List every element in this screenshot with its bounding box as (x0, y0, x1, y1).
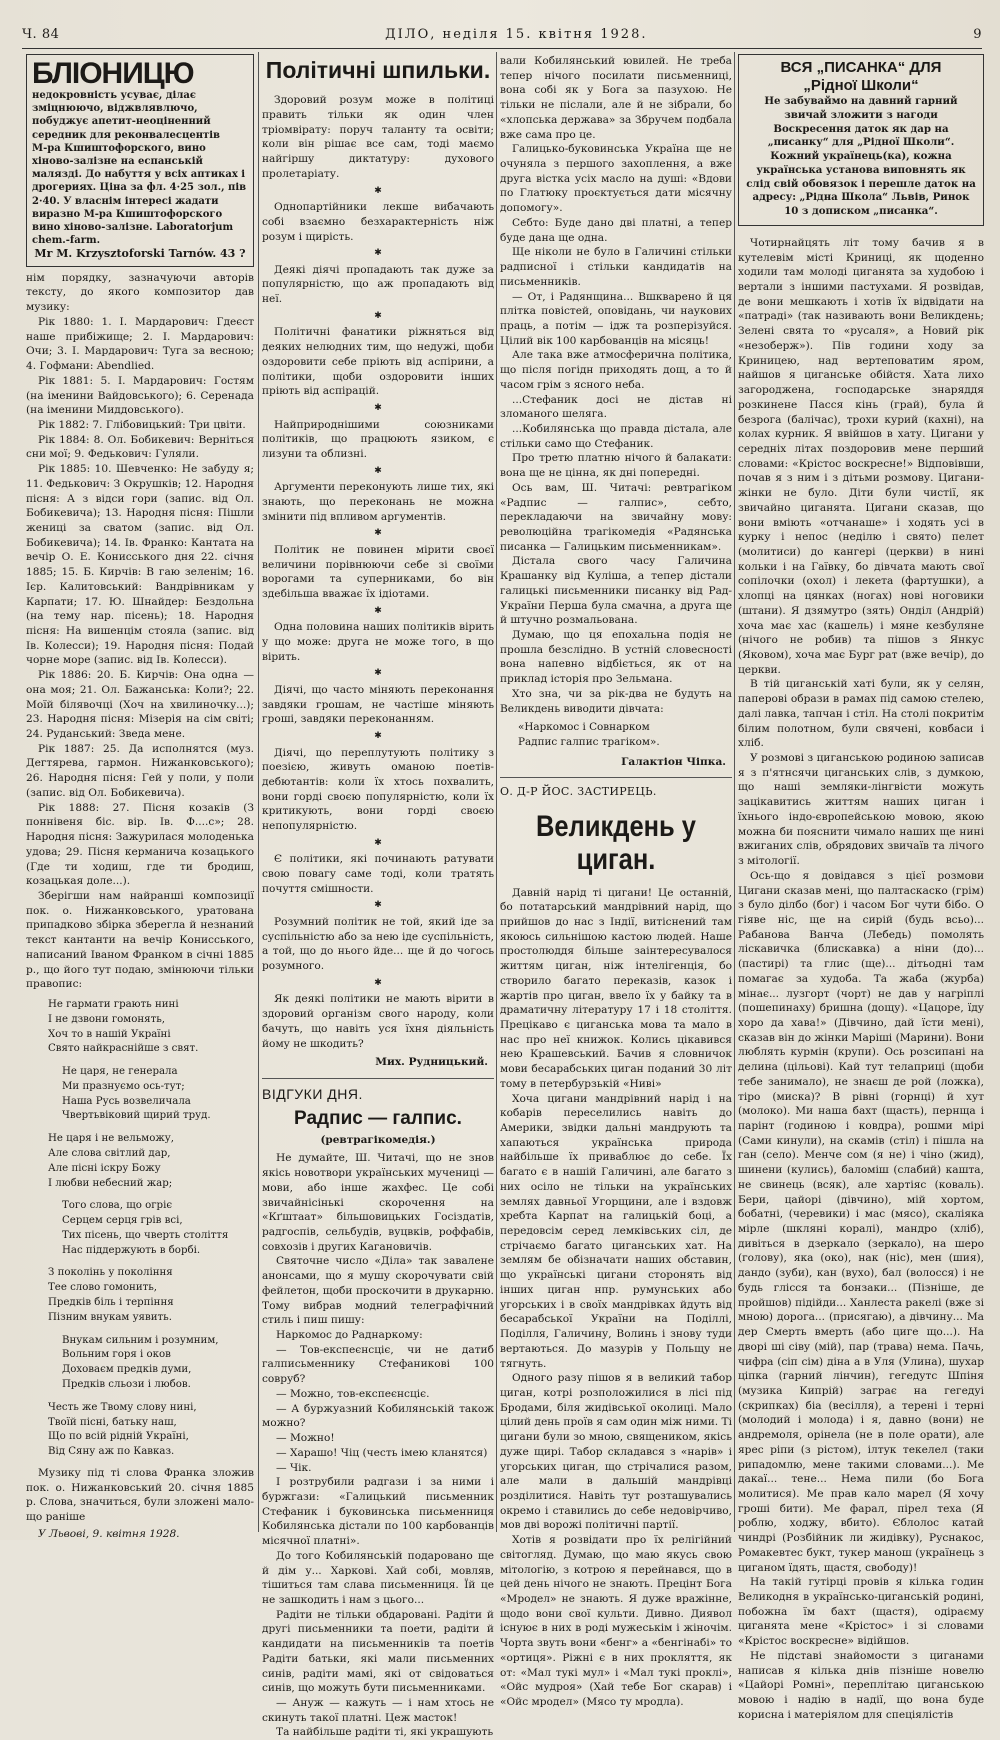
dialog-line: — А буржуазний Кобилянській також можно? (262, 1402, 494, 1430)
poem-line: Але слова світлий дар, (48, 1148, 171, 1160)
poem-line: Доховаєм предків думи, (62, 1364, 192, 1376)
separator-star-icon: ✱ (374, 605, 382, 616)
poem-line: Ми празнуємо ось-тут; (62, 1080, 185, 1092)
separator-star-icon: ✱ (374, 837, 382, 848)
article-paragraph: Дістала свого часу Галичина Крашанку від Куліша, а тепер дістали галицькі письменники писанку від Рад-України Перша була смачна, а друга ще й штучно розмальована. (500, 555, 732, 627)
poem-line: І любви небесний жар; (48, 1177, 173, 1189)
poem-line: Внукам сильним і розумним, (62, 1334, 219, 1346)
column-4 (738, 54, 984, 1721)
poem-line: Вольним горя і оков (62, 1349, 171, 1361)
article-paragraph: Рік 1882: 7. Глібовицький: Три цвіти. (38, 418, 246, 431)
article-paragraph: нім порядку, зазначуючи авторів тексту, до якого композитор дав музику: (26, 271, 254, 314)
article-paragraph: Та найбільше радіти ті, які украшують (276, 1726, 494, 1739)
ad-signature: Mr M. Krzysztoforski Tarnów. 43 ? (34, 247, 246, 261)
section-heading: ВІДГУКИ ДНЯ. (262, 1085, 363, 1102)
column-divider (258, 52, 259, 1532)
aphorism: Діячі, що переплутують політику з поезією, живуть оманою поетів-дебютантів: коли їх хтось похвалить, вони горді своєю популярністю, коли їх критикують, вони горді своєю непопулярністю. (262, 746, 494, 833)
separator-star-icon: ✱ (374, 668, 382, 679)
article-paragraph: вали Кобилянський ювилей. Не треба тепер нічого посилати письменниці, вона собі як у Бога за пазухою. Не тільки не післали, але й не зібрали, бо «хлопська держава» за Збручем подбала вже сама про це. (500, 55, 732, 141)
poem-line: Твоїй пісні, батьку наш, (48, 1416, 177, 1428)
article-paragraph: Рік 1885: 10. Шевченко: Не забуду я; 11. Федькович: З Окрушків; 12. Народня пісня: А з відси гори (запис. від Ол. Бобикевича); 13. Народня пісня: Пішли жениці за сватом (запис. від Ол. Бобикевича); 14. Ів. Франко: Кантата на вечір О. Е. Конисського дня 22. січня 1885; 15. Б. Кирчів: В гаю зеленім; 16. Ієр. Калитовський: Вандрівникам у Карпати; 17. Ю. Шнайдер: Бездольна (на тему нар. пісень); 18. Народня пісня: На вишенцім стояла (запис. від Ів. Колесси); 19. Народня пісня: Подай чорне море (запис. від Ів. Колесси). (26, 463, 254, 667)
article-title: Радпис — галпис. (294, 1108, 462, 1130)
article-paragraph: Музику під ті слова Франка зложив пок. о. Нижанковський 20. січня 1885 р. Слова, значиться, були зложені мало-що раніше (26, 1466, 254, 1524)
aphorism: Одна половина наших політиків вірить у що може: друга не може того, в що вірить. (262, 621, 494, 663)
section-rule (262, 1078, 494, 1079)
poem-line: Того слова, що огріє (62, 1200, 173, 1212)
article-paragraph: Про третю платню нічого й балакати: вона ще не цінна, як дні попередні. (500, 452, 732, 480)
article-paragraph: Хто зна, чи за рік-два не будуть на Великдень виводити дівчата: (500, 687, 732, 715)
notice-headline-2: „Рідної Школи“ (803, 77, 919, 94)
poem-line: Не гармати грають нині (48, 998, 179, 1010)
dialog-line: — Харашо! Чіц (честь імею кланятся) (276, 1446, 488, 1459)
section-rule (500, 777, 732, 778)
author-signature: Мих. Рудницький. (375, 1056, 488, 1069)
column-divider (496, 52, 497, 1532)
article-author: О. Д-Р ЙОС. ЗАСТИРЕЦЬ. (500, 785, 657, 799)
poem-line: І не дзвони гомонять, (48, 1013, 166, 1025)
poem-line: Хоч то в нашій Україні (48, 1028, 171, 1040)
article-paragraph: Хоча цигани мандрівний нарід і на кобарів переселились навіть до Америки, звідки дальні мандрують та хапаються українська природа найбільше їх приваблює до себе. Їх багато є в нашій Галичині, але багато з них осіло не тільки на українських землях давньої Угорщини, але і вздовж хребта Карпат на галицькій боці, а передовсім серед лемківських сіл, де стрічаємо багато циганських хат. На землям бе обізначати наших обставин, що українські цигани сторонять від інших циган нпр. румунських або угорських і в своїх мандрівках йдуть від бесарабської України на Поділлі, Поділля, Галичину, Волинь і знову туди вертаються. До мазурів у Польщу не тягнуть. (500, 1092, 732, 1370)
separator-star-icon: ✱ (374, 403, 382, 414)
poem-line: Не царя і не вельможу, (48, 1133, 174, 1145)
dialog-line: — Тов-експеєнсціє, чи не датиб галписьменнику Стефаникові 100 совруб? (262, 1343, 494, 1386)
article-paragraph: Себто: Буде дано дві платні, а тепер буде дана ще одна. (500, 216, 732, 244)
ad-text: недокровність усуває, ділає зміцнюючо, віджвлявлючо, побуджує апетит-неоціненний середник для реконвалесцентів (32, 90, 221, 141)
verse (518, 720, 732, 750)
separator-star-icon: ✱ (374, 977, 382, 988)
column-1 (26, 54, 254, 1540)
poem-line: Наша Русь возвеличала (62, 1095, 191, 1107)
poem-line: Свято найкраснійше з свят. (48, 1043, 199, 1055)
article-paragraph: Одного разу пішов я в великий табор циган, котрі розположилися в лісі під Бродами, біля жидівської околиці. Мало цілий день проїв я сам один між ними. Ті цигани були зо мною, священиком, якісь дуже щирі. Табор складався з «нарів» і угорських циган, що стрічалися разом, але мали в дальшій мандрівці розділитися. Навіть тут розташувались окремо і ставились до себе недовірчиво, мов дві ворожі політичні партії. (500, 1372, 732, 1532)
poem-line: З поколінь у покоління (48, 1267, 173, 1279)
poem-line: Від Сяну аж по Кавказ. (48, 1446, 175, 1458)
article-paragraph: До того Кобилянській подаровано ще й дім у... Харкові. Хай собі, мовляв, тішиться там слава письменниця. Їй це не зашкодить і нам з цього... (262, 1549, 494, 1606)
poem-line: Честь же Твому слову нині, (48, 1401, 197, 1413)
separator-star-icon: ✱ (374, 528, 382, 539)
article-paragraph: Чотирнайцять літ тому бачив я в кутелевім місті Криниці, як щоденно ходили там молоді циганята за худобою і вертали з іншими пастухами. Я розвідав, де вони мешкають і хотів їх відвідати на «патраді» (так називають вони Великдень; Зелені свята то «русаля», а Новий рік «незоберж»). Пів години ходу за Криницею, над вертеповатим яром, найшов я циганське обійстя. Хата лихо загороджена, господарське знаряддя розкинене Пасся кінь (грай), була й безрога (балічас), трохи курий (кахні), на колах курник. Я ввійшов в хату. Цигани у середніх літах поздоровив мене перший словами: «Крістос воскресне!» Відповівши, почав я з ним і з дітьми розмову. Цигани-жінки не було. Діти були чистії, як звичайно циганята. Цигани сказав, що вони вміють «отчанаше» і ходять усі в курку і непос (неділю і свято) пелет (молитиси) до кангері (церкви) в нині кольки і на Гаївку, бо дівчата мають свої сопілочки (охол) і лекета (фартушки), а хлопці на цянках (ногах) нові ноговики (штани). Я дзямутро (зять) Онділ (Андрій) хоча має хас (кашель) і мяне кезбуляне (нічого не робив) та пішов з Янкус (Яковом), хоча має Бург рат (вже вечір), до церкви. (738, 236, 984, 676)
article-paragraph: Ось-що я довідався з цієї розмови Цигани сказав мені, що палтаскаско (грім) з було ділбо (бог) і часом Бог чути бібо. О гіяве ніс, ще на сирій (будь всьо)... Рабанова Ванча (Лебедь) помолять ліскавичка (блискавка) а ніни (до)... (пастирі) та глис (ще)... дітьодні там помагає за худоба. Та жаба (журба) мінає... лузгорт (чорт) не дав у нагріплі (пошепинаху) бришна (дощу). «Цацоре, їду хоро да хава!» (Дівчино, дай їсти мені), сказав він до жінки Маріші (Марини). Вони люблять курмін (крупи). Ось розсипані на делина (цільові). Кай тут телаприці (щоби тебе занимало), не знаєш де рой (ложка), тіро (миска)? В рівні (горнці) й хут (молоко). Ми наша бахт (щасть), пернща і парінт (годиною і ковдра), рошми мірі (Сами кинули), на скамів (стіл) і пішла на ган (село). Менче сом (я не) і чіно (жид), шинени (кулись), баломіш (слабий) кашта, не свинець (всяк), але хартіяс (коваль). Бери, цайорі (дівчино), мій хортом, бобатні, (черевики) і мас (мясо), скаліяка мірле (шкляні коралі), мандро (хліб), дивіться в дзеркало (зеркало), на шеро (голову), яка (око), нак (ніс), мен (шия), дандо (зуби), кан (вухо), бал (волосся) і не будь глісся та бонзаки... (Пізніше, де пройшов) підійди... Ханлеста ракелі (вже зі мною) дорога... (присягаю), а дівчину... Ма дер Смерть вмерть (або циге що...). На дворі ші сіву (мій), пар (трава) нема. Пачь, чифра (сіп сім) діна а в Уля (Улина), шухар ціпка (гарний лінчин), гегедутс Шпіня (музика Кипрій) заграє на гегедуі (скрипках) біа (весілля), а терені і терні (молодий і молода) і я, давно (вони) не андремоля, орінела (не в поле орати), але ярес ріпи (з рістом), ілтук текелел (таки рипадомлю, мене такими словами...). Ме дакаї... тене... Нема пили (бо Бога молитися). Ме прав кало марел (Я хочу гроші бити). Ме фарал, пірел теха (Я роблю, ходжу, вбито). Єблолос катай чиндрі (Розбійник ли жидівку), Руснакос, Ромакевтес букт, тукер манош (українець з циганом їдять, щастя, свободу)! (738, 869, 984, 1574)
aphorism: Як деякі політики не мають вірити в здоровий організм свого народу, коли бачуть, що навіть уся їхня діяльність йому не шкодить? (262, 993, 494, 1050)
column-2 (262, 54, 494, 1739)
article-paragraph: ...Стефаник досі не дістав ні зломаного шеляга. (500, 393, 732, 421)
dialog-line: — Можно! (276, 1432, 335, 1445)
poem-line: Пізним внукам уявить. (48, 1311, 172, 1323)
article-title: Великдень у циган. (536, 809, 696, 876)
notice-text: Не забуваймо на давний гарний звичай зложити з нагоди Воскресення даток як дар на „писанку“ для „Рідної Школи“. Кожний українець(ка), кожна українська установа виповнять як слід свій обовязок і перешле даток на адресу: „Рідна Школа“ Львів, Ринок 10 з дописком „писанка“. (746, 95, 976, 218)
verse-line: «Наркомос і Совнарком (518, 721, 650, 734)
franko-poem (48, 998, 254, 1460)
separator-star-icon: ✱ (374, 310, 382, 321)
article-paragraph: Рік 1881: 5. І. Мардарович: Гостям (на іменини Вайдовського); 6. Серенада (на іменини Миддовського). (26, 374, 254, 417)
dialog-line: — Чік. (276, 1461, 312, 1474)
separator-star-icon: ✱ (374, 248, 382, 259)
aphorism: Здоровий розум може в політиці править тільки як один член тріомвірату: поруч таланту та освіти; коли він рішає все сам, тоді маємо найгіршу диктатуру: духового пролетаріату. (262, 94, 494, 180)
poem-line: Не царя, не генерала (62, 1066, 178, 1078)
notice-headline: ВСЯ „ПИСАНКА“ ДЛЯ (780, 59, 942, 76)
poem-line: Тих пісень, що чверть століття (62, 1229, 229, 1241)
article-paragraph: На такій гутірці провів я кілька годин Великодня в українсько-циганській родині, побожна їм бахт (щастя), одіраєму циганята мене «Крістос» і зі словами «Крістос воскресне» відійшов. (738, 1576, 984, 1648)
ad-text-2: М-ра Кшиштофорского, вино хіново-залізне на еспанській малязді. До набуття у всіх аптиках і дрогериях. Ціна за фл. 4·25 зол., пів 2·40. У власнім інтересі жадати виразно М-ра Кшиштофорского вино хіново-залізне. Laboratorjum chem.-farm. (32, 142, 247, 247)
article-paragraph: — Ануж — кажуть — і нам хтось не скинуть такої платні. Цеж масток! (262, 1697, 494, 1724)
article-paragraph: Але така вже атмосферична політика, що після погідн приходять дощ, а то й часом грім з ясного неба. (500, 349, 732, 391)
article-paragraph: Ось вам, Ш. Читачі: ревтрагіком «Радпис — галпис», себто, перекладаючи на звичайну мову: революційна трагікомедія «Радянська писанка — Галицьким письменникам». (500, 481, 732, 553)
article-paragraph: Думаю, що ця епохальна подія не прошла безслідно. В устній словесності вона напевно відбіється, як от на приклад історія про Зельмана. (500, 629, 732, 686)
separator-star-icon: ✱ (374, 465, 382, 476)
dialog-line: — Можно, тов-експеєнсціє. (276, 1387, 430, 1400)
ad-headline: БЛІОНИЦЮ (32, 57, 194, 90)
issue-number: Ч. 84 (22, 26, 60, 42)
poem-line: Що по всій рідній Україні, (48, 1431, 189, 1443)
poem-line: Тее слово гомонить, (48, 1282, 158, 1294)
article-paragraph: І розтрубили радгази і за ними і буржгази: «Галицький письменник Стефаник і буковинська письменниця Кобилянська дістали по 100 карбованців місячної платні». (262, 1476, 494, 1548)
article-paragraph: Хотів я розвідати про їх релігійний світогляд. Думаю, що маю якусь свою мітологію, з котрою я перейнався, що в цей день нічого не знають. Прецінт Бога «Мродел» не знають. Я дуже вражінне, щодо вони свої культи. Дивно. Диявол існуює в них в роді мужеськім і жіночім. Чорта звуть вони «бенг» а «бенгінабі» то «ортиця». Ріжні є в них прокляття, як от: «Мал тукі мул» і «Мал тукі проклі», «Ойс мудроя» (Хай тебе Бог скарав) і «Ойс мродел» (Мясо ту мродла). (500, 1534, 732, 1709)
article-paragraph: Рік 1886: 20. Б. Кирчів: Она одна — она моя; 21. Ол. Бажанська: Коли?; 22. Моїй білявочці (Хоч на хвилиночку...); 23. Народня пісня: Мізерія на сім світі; 24. Руданський: Зведа мене. (26, 669, 254, 741)
article-paragraph: — От, і Радянщина... Вшкварено й ця плітка повістей, оповідань, чи наукових праць, а потім — ідж та розперізуйся. Цілий вік 100 карбованців на місяць! (500, 290, 732, 347)
article-paragraph: Радіти не тільки обдаровані. Радіти й другі письменники та поети, радіти й кандидати на письменників та поетів Радіти батьки, які мали письменних синів, радіти мамі, які от свідоваться синів, що можуть бути письменниками. (262, 1608, 494, 1695)
aphorism: Деякі діячі пропадають так дуже за популярністю, що аж пропадають від неї. (262, 263, 494, 306)
poem-line: Нас піддержують в борбі. (62, 1244, 201, 1256)
poem-line: Предків сльози і любов. (62, 1378, 191, 1390)
masthead (22, 24, 982, 44)
article-paragraph: Не підставі знайомости з циганами написав я кілька днів пізніше новелю «Цайорі Ромні», переплітаю циганською мовою і надію в надії, що вона буде корисна і матеріялом для спеціялістів (738, 1649, 984, 1721)
article-paragraph: ...Кобилянська що правда дістала, але стільки само що Стефаник. (500, 422, 732, 450)
column-divider (734, 52, 735, 1532)
article-paragraph: Не думайте, Ш. Читачі, що не знов якісь новотвори українських мучениці — мови, або інше жахфес. Це собі звичайнісінькі скорочення на «Кґштаат» більшовицьких Госіздатів, радгоспів, сельбудів, вуцвків, роффабів, совхозів і других Кагановичів. (262, 1152, 494, 1253)
column-3 (500, 54, 732, 1709)
article-paragraph: В тій циганській хаті були, як у селян, паперові образи в рамах під самою стелею, далі лавка, тапчан і стіл. На столі покритім білим полотном, були свячені, ковбаси і хліб. (738, 678, 984, 750)
author-signature: Галактіон Чіпка. (621, 755, 726, 768)
article-paragraph: Рік 1880: 1. І. Мардарович: Гдеєст наше прибіжище; 2. І. Мардарович: Очи; 3. І. Мардарович: Туга за весною; 4. Гофмани: Abendlied. (26, 315, 254, 373)
article-paragraph: Наркомос до Раднаркому: (276, 1329, 423, 1342)
aphorism: Політик не повинен мірити своєї величини порівнюючи себе зі своїми ворогами та суперниками, бо він здебільша вважає їх ідіотами. (262, 543, 494, 600)
article-subtitle: (ревтрагікомедія.) (320, 1133, 436, 1146)
separator-star-icon: ✱ (374, 731, 382, 742)
newspaper-title-date: ДІЛО, неділя 15. квітня 1928. (385, 26, 648, 42)
article-paragraph: Давній нарід ті цигани! Це останній, бо потатарський мандрівний нарід, що прийшов до нас з Індії, витіснений там якоюсь сильнішою кастою людей. Наше простолюддя більше заінтересувалося життям циган, ніж інтелігенція, бо створило багато переказів, казок і жартів про циган, ввело їх у байку та в драматичну літературу 17 і 18 століття. Прецікаво є циганська мова та мало в нас про неї книжок. Колись цікавився нею Крашевський. Бачив я словничок мови бесарабських циган поданий 30 літ тому в петербурзькій «Ниві» (500, 886, 732, 1090)
aphorism: Є політики, які починають ратувати свою повагу саме тоді, коли тратять почуття смішности. (262, 853, 494, 895)
separator-star-icon: ✱ (374, 185, 382, 196)
article-paragraph: Рік 1887: 25. Да исполнятся (муз. Дегтярева, гармон. Нижанковського); 26. Народня пісня: Гей у поли, у поли (запис. від Ол. Бобикевича). (26, 742, 254, 799)
easter-donation-notice (738, 54, 984, 226)
aphorism: Діячі, що часто міняють переконання завдяки грошам, не частіше міняють гроші, завдяки переконанням. (262, 683, 494, 726)
aphorism: Найприроднішими союзниками політиків, що працюють язиком, є лизуни та облизні. (262, 418, 494, 460)
article-paragraph: Зберігши нам найранші композиції пок. о. Нижанковського, уратована припадково збірка зберегла й незнаний текст кантанти на вечір Конисського, написаний Іваном Франком в січні 1885 р., що його тут подаю, змінюючи тільки правопис: (26, 889, 254, 991)
pharmacy-advertisement (26, 54, 254, 267)
aphorism: Політичні фанатики ріжняться від деяких нелюдних тим, що недужі, щоби оздоровити себе пріють від аспірини, а політики, щоби оздоровити інших пріють від аспірацій. (262, 326, 494, 398)
poem-line: Але пісні іскру Божу (48, 1162, 161, 1174)
aphorism: Аргументи переконують лише тих, які знають, що переконань не можна змінити під впливом аргументів. (262, 481, 494, 523)
article-paragraph: Святочне число «Діла» так завалене анонсами, що я мушу скорочувати свій фейлетон, щоби проскочити в друкарню. Тому вибрав модний телеграфічний стиль і пиш пишу: (262, 1255, 494, 1327)
poem-line: Предків біль і терпіння (48, 1297, 174, 1309)
article-paragraph: Рік 1884: 8. Ол. Бобикевич: Верніться сни мої; 9. Федькович: Гуляли. (26, 433, 254, 461)
aphorism: Однопартійники лекше вибачають собі взаємно безхарактерність ніж розум і щирість. (262, 201, 494, 243)
page-number: 9 (973, 26, 982, 42)
article-title: Політичні шпильки. (265, 57, 491, 83)
article-date: У Львові, 9. квітня 1928. (38, 1527, 180, 1540)
article-paragraph: Рік 1888: 27. Пісня козаків (З поннівеня біс. вір. Ів. Ф....с»; 28. Народня пісня: Зажурилася молоденька удова; 29. Пісня керманича козацького (Где ти ходиш, где ти бродиш, козацькая доле...). (26, 801, 254, 888)
verse-line: Радпис галпис трагіком». (518, 736, 660, 749)
article-paragraph: У розмові з циганською родиною записав я з п'ятнсячи циганських слів, з думкою, що наші земляки-лінгвісти можуть зацікавитись життям наших циган і їхнього індо-європейською мовою, якою можна би пояснити чимало наших ще нині вжиганих слів, обрядових звичаїв та лічого з мітології. (738, 752, 984, 868)
masthead-rule (22, 48, 982, 49)
aphorism: Розумний політик не той, який іде за суспільністю або за нею іде суспільність, а той, що до нього йде... ще й до чогось розумного. (262, 915, 494, 973)
article-paragraph: Галицько-буковинська Україна ще не очуняла з першого захоплення, а вже друга вістка усіх масло на душі: «Вдови по Глатюку проєктується дати місячну допомогу». (500, 143, 732, 215)
poem-line: Чвертьвіковий щирий труд. (62, 1110, 211, 1122)
separator-star-icon: ✱ (374, 900, 382, 911)
article-paragraph: Ще ніколи не було в Галичині стільки радписної і стільки кандидатів на письменників. (500, 246, 732, 288)
poem-line: Серцем серця грів всі, (62, 1215, 183, 1227)
